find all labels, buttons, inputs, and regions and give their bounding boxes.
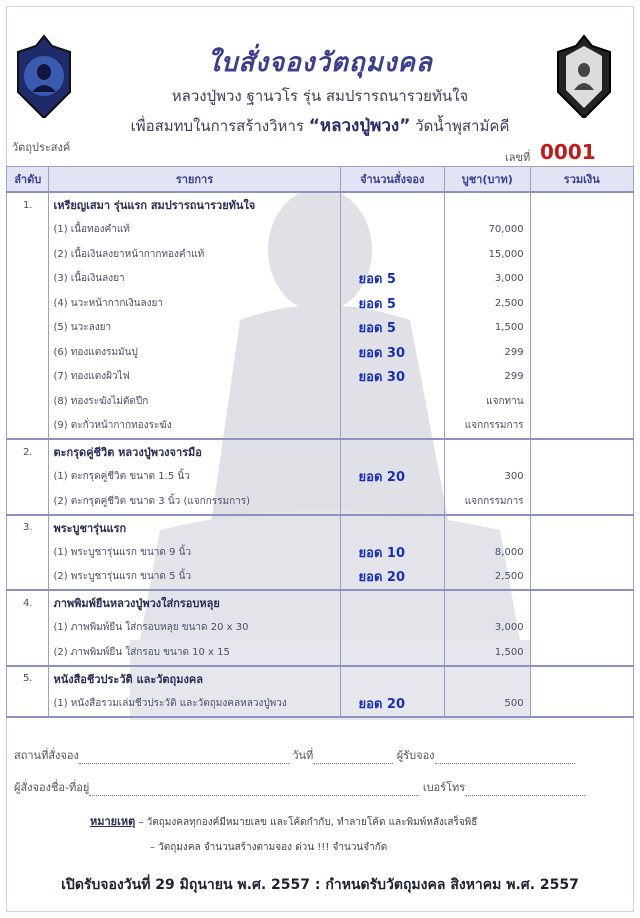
row-index (7, 242, 49, 267)
table-row (7, 414, 634, 440)
row-order-qty (340, 489, 444, 515)
row-order-qty (340, 640, 444, 666)
row-price: 2,500 (444, 565, 530, 591)
col-header-order: จำนวนสั่งจอง (340, 167, 444, 193)
table-group-row (7, 439, 634, 465)
row-price (444, 666, 530, 692)
row-order-qty (340, 192, 444, 218)
row-price: 70,000 (444, 218, 530, 243)
row-total[interactable] (530, 640, 633, 666)
row-index (7, 365, 49, 390)
row-item-name: (9) ตะกั่วหน้ากากทองระฆัง (49, 414, 340, 440)
row-price: 3,000 (444, 616, 530, 641)
row-total[interactable] (530, 192, 633, 218)
row-total[interactable] (530, 414, 633, 440)
orderer-name-field[interactable] (89, 785, 419, 796)
row-total[interactable] (530, 540, 633, 565)
row-order-qty: ยอด 5 (340, 316, 444, 341)
row-item-name: (1) พระบูชารุ่นแรก ขนาด 9 นิ้ว (49, 540, 340, 565)
row-index (7, 540, 49, 565)
row-price: 1,500 (444, 640, 530, 666)
row-total[interactable] (530, 616, 633, 641)
col-header-item: รายการ (49, 167, 340, 193)
row-price: 8,000 (444, 540, 530, 565)
row-total[interactable] (530, 489, 633, 515)
row-item-name: (2) ตะกรุดคู่ชีวิต ขนาด 3 นิ้ว (แจกกรรมการ) (49, 489, 340, 515)
row-index (7, 340, 49, 365)
table-group-row (7, 192, 634, 218)
note-text-1: – วัตถุมงคลทุกองค์มีหมายเลข และโค้ดกำกับ, ทำลายโค้ด และพิมพ์หลังเสร็จพิธี (138, 817, 478, 828)
table-row (7, 242, 634, 267)
form-number-label: เลขที่ (505, 151, 531, 164)
row-order-qty (340, 515, 444, 541)
table-row (7, 267, 634, 292)
row-total[interactable] (530, 666, 633, 692)
table-row (7, 565, 634, 591)
col-header-total: รวมเงิน (530, 167, 633, 193)
form-title: ใบสั่งจองวัตถุมงคล (207, 48, 433, 78)
row-price (444, 515, 530, 541)
table-row (7, 389, 634, 414)
table-row (7, 465, 634, 490)
row-total[interactable] (530, 291, 633, 316)
col-header-price: บูชา(บาท) (444, 167, 530, 193)
order-table (6, 166, 634, 718)
table-row (7, 691, 634, 717)
row-order-qty: ยอด 10 (340, 540, 444, 565)
row-order-qty: ยอด 30 (340, 365, 444, 390)
row-index (7, 691, 49, 717)
note-text-2: – วัตถุมงคล จำนวนสร้างตามจอง ด่วน !!! จำนวนจำกัด (150, 842, 388, 853)
row-item-name: (1) ภาพพิมพ์ยืน ใส่กรอบหลุย ขนาด 20 x 30 (49, 616, 340, 641)
row-total[interactable] (530, 515, 633, 541)
order-place-row (14, 746, 575, 764)
row-index: 4. (7, 590, 49, 616)
row-item-name: (7) ทองแดงผิวไฟ (49, 365, 340, 390)
row-item-name: พระบูชารุ่นแรก (49, 515, 340, 541)
row-item-name: (1) ตะกรุดคู่ชีวิต ขนาด 1.5 นิ้ว (49, 465, 340, 490)
row-item-name: (2) เนื้อเงินลงยาหน้ากากทองคำแท้ (49, 242, 340, 267)
row-order-qty (340, 242, 444, 267)
table-header-row (7, 167, 634, 193)
row-order-qty (340, 414, 444, 440)
date-label: วันที่ (292, 749, 314, 762)
row-order-qty (340, 666, 444, 692)
row-total[interactable] (530, 565, 633, 591)
table-row (7, 340, 634, 365)
form-purpose (0, 112, 640, 139)
receiver-label: ผู้รับจอง (396, 749, 435, 762)
row-item-name: ภาพพิมพ์ยืนหลวงปู่พวงใส่กรอบหลุย (49, 590, 340, 616)
phone-label: เบอร์โทร (422, 781, 466, 794)
row-item-name: (2) พระบูชารุ่นแรก ขนาด 5 นิ้ว (49, 565, 340, 591)
row-total[interactable] (530, 242, 633, 267)
table-row (7, 365, 634, 390)
row-order-qty: ยอด 5 (340, 291, 444, 316)
row-index (7, 267, 49, 292)
row-price (444, 192, 530, 218)
row-order-qty (340, 439, 444, 465)
row-index (7, 489, 49, 515)
row-index: 1. (7, 192, 49, 218)
row-price: 299 (444, 365, 530, 390)
row-price: 3,000 (444, 267, 530, 292)
row-item-name: (6) ทองแดงรมมันปู (49, 340, 340, 365)
row-order-qty: ยอด 20 (340, 565, 444, 591)
footer-dates: เปิดรับจองวันที่ 29 มิถุนายน พ.ศ. 2557 : กำหนดรับวัตถุมงคล สิงหาคม พ.ศ. 2557 (61, 877, 579, 893)
row-total[interactable] (530, 590, 633, 616)
row-item-name: (5) นวะลงยา (49, 316, 340, 341)
row-price: แจกกรรมการ (444, 414, 530, 440)
table-row (7, 316, 634, 341)
row-total[interactable] (530, 340, 633, 365)
row-order-qty: ยอด 20 (340, 691, 444, 717)
order-place-field[interactable] (79, 753, 289, 764)
row-index (7, 389, 49, 414)
table-row (7, 218, 634, 243)
purpose-name: “หลวงปู่พวง” (308, 116, 411, 136)
row-index (7, 414, 49, 440)
row-order-qty: ยอด 5 (340, 267, 444, 292)
phone-field[interactable] (465, 785, 585, 796)
row-price: 299 (444, 340, 530, 365)
row-index (7, 218, 49, 243)
row-index (7, 465, 49, 490)
row-index (7, 640, 49, 666)
row-index (7, 565, 49, 591)
table-row (7, 489, 634, 515)
row-order-qty (340, 389, 444, 414)
table-group-row (7, 666, 634, 692)
orderer-row (14, 778, 585, 796)
row-index (7, 291, 49, 316)
row-price (444, 439, 530, 465)
row-index (7, 316, 49, 341)
row-price (444, 590, 530, 616)
row-index: 3. (7, 515, 49, 541)
row-total[interactable] (530, 389, 633, 414)
row-price: 2,500 (444, 291, 530, 316)
table-row (7, 291, 634, 316)
row-total[interactable] (530, 465, 633, 490)
row-item-name: (1) เนื้อทองคำแท้ (49, 218, 340, 243)
row-order-qty (340, 218, 444, 243)
receiver-field[interactable] (435, 753, 575, 764)
form-number-value: 0001 (540, 140, 596, 164)
purpose-prefix: เพื่อสมทบในการสร้างวิหาร (130, 117, 304, 135)
row-price: 1,500 (444, 316, 530, 341)
row-order-qty (340, 616, 444, 641)
table-group-row (7, 590, 634, 616)
table-row (7, 640, 634, 666)
row-index: 5. (7, 666, 49, 692)
row-order-qty (340, 590, 444, 616)
orderer-name-label: ผู้สั่งจองชื่อ-ที่อยู่ (14, 781, 90, 794)
row-item-name: เหรียญเสมา รุ่นแรก สมปรารถนารวยทันใจ (49, 192, 340, 218)
row-price: 500 (444, 691, 530, 717)
table-group-row (7, 515, 634, 541)
row-item-name: (3) เนื้อเงินลงยา (49, 267, 340, 292)
row-total[interactable] (530, 365, 633, 390)
row-total[interactable] (530, 691, 633, 717)
row-total[interactable] (530, 267, 633, 292)
date-field[interactable] (313, 753, 393, 764)
row-item-name: (8) ทองระฆังไม่ตัดปีก (49, 389, 340, 414)
row-item-name: หนังสือชีวประวัติ และวัตถุมงคล (49, 666, 340, 692)
order-place-label: สถานที่สั่งจอง (14, 749, 79, 762)
row-total[interactable] (530, 316, 633, 341)
row-order-qty: ยอด 20 (340, 465, 444, 490)
objective-label: วัตถุประสงค์ (12, 141, 71, 154)
row-item-name: (2) ภาพพิมพ์ยืน ใส่กรอบ ขนาด 10 x 15 (49, 640, 340, 666)
table-row (7, 616, 634, 641)
row-price: แจกทาน (444, 389, 530, 414)
row-total[interactable] (530, 439, 633, 465)
row-price: 300 (444, 465, 530, 490)
row-index: 2. (7, 439, 49, 465)
row-price: 15,000 (444, 242, 530, 267)
row-item-name: ตะกรุดคู่ชีวิต หลวงปู่พวงจารมือ (49, 439, 340, 465)
form-subtitle: หลวงปู่พวง ฐานวโร รุ่น สมปรารถนารวยทันใจ (171, 87, 469, 105)
row-price: แจกกรรมการ (444, 489, 530, 515)
row-order-qty: ยอด 30 (340, 340, 444, 365)
purpose-suffix: วัดน้ำพุสามัคคี (415, 117, 510, 135)
col-header-index: ลำดับ (7, 167, 49, 193)
note-line-1 (90, 812, 477, 830)
row-index (7, 616, 49, 641)
row-total[interactable] (530, 218, 633, 243)
row-item-name: (1) หนังสือรวมเล่มชีวประวัติ และวัตถุมงคลหลวงปู่พวง (49, 691, 340, 717)
row-item-name: (4) นวะหน้ากากเงินลงยา (49, 291, 340, 316)
note-heading: หมายเหตุ (90, 815, 136, 828)
table-row (7, 540, 634, 565)
